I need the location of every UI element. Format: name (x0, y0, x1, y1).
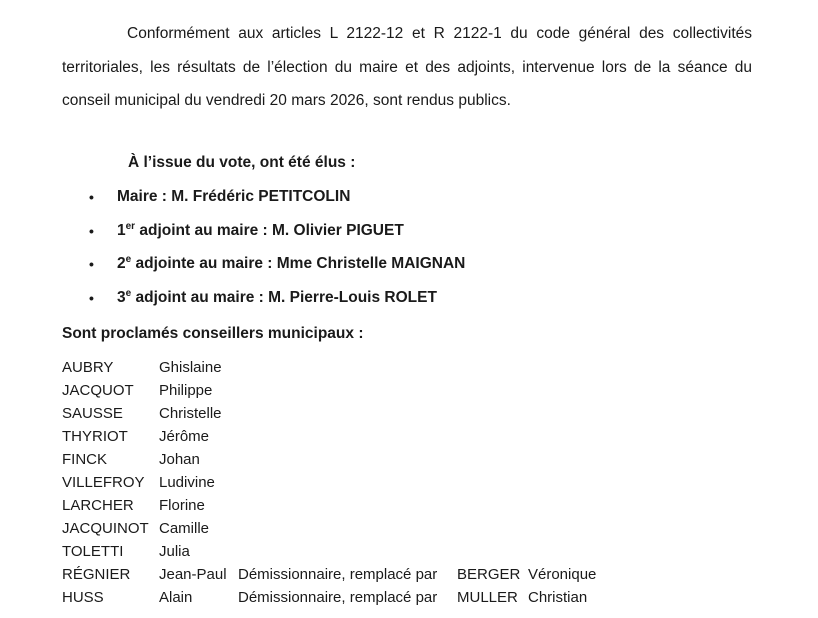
resignation-note: Démissionnaire, remplacé par (238, 589, 438, 606)
councillor-last-name: RÉGNIER (62, 566, 131, 583)
councillor-first-name: Julia (159, 543, 190, 560)
official-label: adjointe au maire : Mme Christelle MAIGNAN (131, 255, 466, 272)
councillor-first-name: Florine (159, 497, 205, 514)
councillor-last-name: JACQUOT (62, 382, 134, 399)
intro-line-3: séance du conseil municipal du vendredi 20 mars 2026, sont rendus publics. (62, 58, 752, 109)
councillor-first-name: Camille (159, 520, 210, 537)
official-label: adjoint au maire : M. Pierre-Louis ROLET (131, 288, 437, 306)
bullet-icon: • (89, 256, 94, 272)
bullet-icon: • (89, 189, 94, 205)
council-heading: Sont proclamés conseillers municipaux : (62, 325, 364, 342)
councillor-last-name: SAUSSE (62, 405, 123, 422)
replacement-last-name: MULLER (457, 589, 518, 606)
official-text (117, 255, 465, 273)
councillor-last-name: HUSS (62, 589, 104, 606)
councillor-last-name: AUBRY (62, 359, 114, 376)
councillor-first-name: Jérôme (159, 428, 210, 445)
councillor-last-name: LARCHER (62, 497, 134, 514)
councillor-first-name: Ludivine (159, 474, 215, 491)
official-ordinal-suffix: er (125, 220, 136, 232)
councillor-last-name: THYRIOT (62, 428, 128, 445)
councillor-first-name: Philippe (159, 382, 213, 399)
official-ordinal: 1 (117, 221, 126, 239)
replacement-first-name: Christian (528, 589, 588, 606)
official-text (117, 188, 350, 206)
councillor-first-name: Jean-Paul (159, 566, 227, 583)
councillor-first-name: Johan (159, 451, 200, 468)
intro-line-2: territoriales, les résultats de l’élection du maire et des adjoints, intervenue lors de la (62, 58, 671, 76)
bullet-icon: • (89, 289, 94, 306)
councillor-last-name: JACQUINOT (62, 520, 149, 537)
councillor-last-name: FINCK (62, 451, 107, 468)
resignation-note: Démissionnaire, remplacé par (238, 566, 438, 583)
replacement-first-name: Véronique (528, 566, 597, 583)
councillor-first-name: Christelle (159, 405, 222, 422)
councillor-last-name: VILLEFROY (62, 474, 145, 491)
official-ordinal: 3 (117, 288, 126, 306)
intro-paragraph (62, 17, 752, 118)
bullet-icon: • (89, 222, 94, 239)
official-ordinal-suffix: e (125, 254, 132, 265)
intro-line-1: Conformément aux articles L 2122-12 et R 2122-1 du code général des collectivités (127, 25, 752, 42)
official-label: Maire : M. Frédéric PETITCOLIN (117, 188, 351, 205)
official-text (117, 222, 404, 240)
elected-heading: À l’issue du vote, ont été élus : (128, 154, 356, 171)
official-ordinal-suffix: e (125, 287, 132, 299)
councillor-first-name: Alain (159, 589, 193, 606)
official-text (117, 289, 437, 307)
official-label: adjoint au maire : M. Olivier PIGUET (135, 221, 404, 239)
replacement-last-name: BERGER (457, 566, 521, 583)
councillor-last-name: TOLETTI (62, 543, 124, 560)
councillor-first-name: Ghislaine (159, 359, 222, 376)
official-ordinal: 2 (117, 255, 126, 272)
